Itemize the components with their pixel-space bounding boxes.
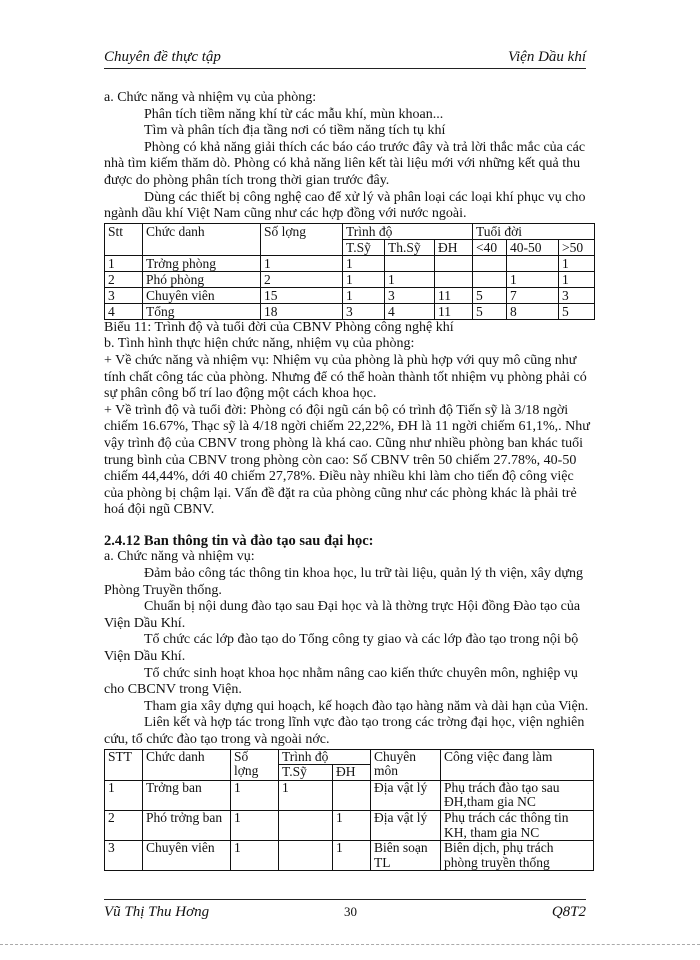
paragraph: Phân tích tiềm năng khí từ các mẫu khí, mùn khoan... (144, 106, 444, 122)
section-heading: b. Tình hình thực hiện chức năng, nhiệm vụ của phòng: (104, 336, 415, 352)
col-header: Chức danh (143, 223, 261, 255)
cell: 3 (105, 841, 143, 871)
table-caption: Biểu 11: Trình độ và tuổi đời của CBNV Phòng công nghệ khí (104, 319, 454, 335)
paragraph: Dùng các thiết bị công nghệ cao để xử lý và phân loại các loại khí phục vụ cho ngành dầu khí Việt Nam cũng như các hợp đồng với nước ngoài. (104, 189, 586, 222)
col-header: Số lợng (261, 223, 343, 255)
col-header: Số lợng (231, 749, 279, 780)
cell: 1 (279, 780, 333, 810)
cell: 1 (231, 810, 279, 840)
col-header: Trình độ (343, 223, 473, 239)
cell: 3 (559, 287, 595, 303)
cell: 1 (105, 255, 143, 271)
footer-author: Vũ Thị Thu Hơng (104, 904, 210, 920)
cell (473, 255, 507, 271)
table-row (105, 271, 595, 287)
cell: 1 (231, 841, 279, 871)
cell (435, 255, 473, 271)
cell (435, 271, 473, 287)
cell: 1 (507, 271, 559, 287)
staff-table-1 (104, 223, 595, 320)
cell: 3 (385, 287, 435, 303)
cell: 15 (261, 287, 343, 303)
section-heading: a. Chức năng và nhiệm vụ của phòng: (104, 90, 317, 105)
page-break-divider (0, 944, 700, 945)
cell: Phó trởng ban (143, 810, 231, 840)
cell: Biên dịch, phụ trách phòng truyền thống (441, 841, 594, 871)
col-header: Th.Sỹ (385, 239, 435, 255)
cell (279, 810, 333, 840)
cell: Trởng phòng (143, 255, 261, 271)
page-header (104, 46, 586, 69)
col-header: 40-50 (507, 239, 559, 255)
section-title: 2.4.12 Ban thông tin và đào tạo sau đại học: (104, 532, 374, 549)
cell: Trởng ban (143, 780, 231, 810)
cell (507, 255, 559, 271)
cell (333, 780, 371, 810)
cell: Phó phòng (143, 271, 261, 287)
cell: 1 (333, 810, 371, 840)
section-heading: a. Chức năng và nhiệm vụ: (104, 549, 255, 565)
header-left: Chuyên đề thực tập (104, 49, 221, 65)
cell: 11 (435, 303, 473, 319)
cell: 5 (473, 303, 507, 319)
col-header: ĐH (333, 765, 371, 781)
cell: Phụ trách các thông tin KH, tham gia NC (441, 810, 594, 840)
table-row (105, 255, 595, 271)
col-header: T.Sỹ (343, 239, 385, 255)
cell: 1 (231, 780, 279, 810)
col-header: >50 (559, 239, 595, 255)
cell: 5 (559, 303, 595, 319)
cell: 1 (261, 255, 343, 271)
col-header: Chuyên môn (371, 749, 441, 780)
cell: 7 (507, 287, 559, 303)
cell: Tổng (143, 303, 261, 319)
paragraph: Đảm bảo công tác thông tin khoa học, lu trữ tài liệu, quản lý th viện, xây dựng Phòng Truyền thống. (104, 566, 583, 598)
cell: 5 (473, 287, 507, 303)
cell: Địa vật lý (371, 810, 441, 840)
paragraph: Tổ chức sinh hoạt khoa học nhằm nâng cao kiến thức chuyên môn, nghiệp vụ cho CBCNV trong Viện. (104, 665, 578, 698)
cell: 1 (343, 271, 385, 287)
cell: 3 (105, 287, 143, 303)
table-row (105, 780, 594, 810)
cell: Chuyên viên (143, 287, 261, 303)
cell: 3 (343, 303, 385, 319)
table-row (105, 303, 595, 319)
staff-table-2 (104, 749, 594, 872)
col-header: Stt (105, 223, 143, 255)
cell: 2 (261, 271, 343, 287)
cell: 1 (343, 255, 385, 271)
col-header: Trình độ (279, 749, 371, 765)
page-footer (104, 899, 586, 924)
paragraph: Tổ chức các lớp đào tạo do Tổng công ty giao và các lớp đào tạo trong nội bộ Viện Dầu Khí. (104, 632, 579, 665)
paragraph: Liên kết và hợp tác trong lĩnh vực đào tạo trong các trờng đại học, viện nghiên cứu, tổ chức đào tạo trong và ngoài nớc. (104, 715, 585, 747)
footer-class: Q8T2 (551, 904, 586, 920)
table-row (105, 810, 594, 840)
paragraph: + Về chức năng và nhiệm vụ: Nhiệm vụ của phòng là phù hợp với quy mô cũng như tính chất công tác của phòng. Nhưng để có thể hoàn thành tốt nhiệm vụ phòng phải có sự phân công bố trí lao động một cách khoa học. (104, 352, 587, 402)
header-right: Viện Dầu khí (507, 49, 586, 65)
cell: 11 (435, 287, 473, 303)
cell: 1 (559, 271, 595, 287)
cell: Chuyên viên (143, 841, 231, 871)
cell: 2 (105, 271, 143, 287)
cell (385, 255, 435, 271)
paragraph: Tham gia xây dựng qui hoạch, kế hoạch đào tạo hàng năm và dài hạn của Viện. (144, 698, 589, 714)
cell: 1 (385, 271, 435, 287)
col-header: ĐH (435, 239, 473, 255)
page-number: 30 (344, 904, 357, 919)
cell: Phụ trách đào tạo sau ĐH,tham gia NC (441, 780, 594, 810)
cell: 18 (261, 303, 343, 319)
cell: 1 (559, 255, 595, 271)
cell: 1 (333, 841, 371, 871)
cell: Địa vật lý (371, 780, 441, 810)
cell (279, 841, 333, 871)
col-header: T.Sỹ (279, 765, 333, 781)
cell: 2 (105, 810, 143, 840)
cell: 1 (105, 780, 143, 810)
page-body (104, 90, 594, 871)
paragraph: Phòng có khả năng giải thích các báo cáo trước đây và trả lời thắc mắc của các nhà tìm kiếm thăm dò. Phòng có khả năng liên kết tài liệu mới với những kết quả thu được do phòng phân tích trong thời gian trước đây. (104, 139, 586, 188)
col-header: Chức danh (143, 749, 231, 780)
table-row (105, 841, 594, 871)
paragraph: Tìm và phân tích địa tầng nơi có tiềm năng tích tụ khí (144, 123, 446, 139)
paragraph: + Về trình độ và tuổi đời: Phòng có đội ngũ cán bộ có trình độ Tiến sỹ là 3/18 ngời chiếm 16.67%, Thạc sỹ là 4/18 ngời chiếm 22,22%, ĐH là 11 ngời chiếm 61,1%,. Như vậy trình độ của CBNV trong phòng là khá cao. Cũng như nhiều phòng ban khác tuổi trung bình của CBNV trong phòng còn cao: Số CBNV trên 50 chiếm 27.78%, 40-50 chiếm 44,44%, dới 40 chiếm 27,78%. Điều này nhiều khi làm cho tiến độ công việc của phòng bị chậm lại. Vấn đề đặt ra của phòng cũng như các phòng khác là phải trẻ hoá đội ngũ CBNV. (104, 402, 590, 518)
table-row (105, 287, 595, 303)
cell: 8 (507, 303, 559, 319)
cell (473, 271, 507, 287)
col-header: STT (105, 749, 143, 780)
paragraph: Chuẩn bị nội dung đào tạo sau Đại học và là thờng trực Hội đồng Đào tạo của Viện Dầu Khí. (104, 599, 581, 631)
cell: Biên soạn TL (371, 841, 441, 871)
cell: 4 (105, 303, 143, 319)
col-header: Tuổi đời (473, 223, 595, 239)
col-header: Công việc đang làm (441, 749, 594, 780)
cell: 1 (343, 287, 385, 303)
cell: 4 (385, 303, 435, 319)
col-header: <40 (473, 239, 507, 255)
